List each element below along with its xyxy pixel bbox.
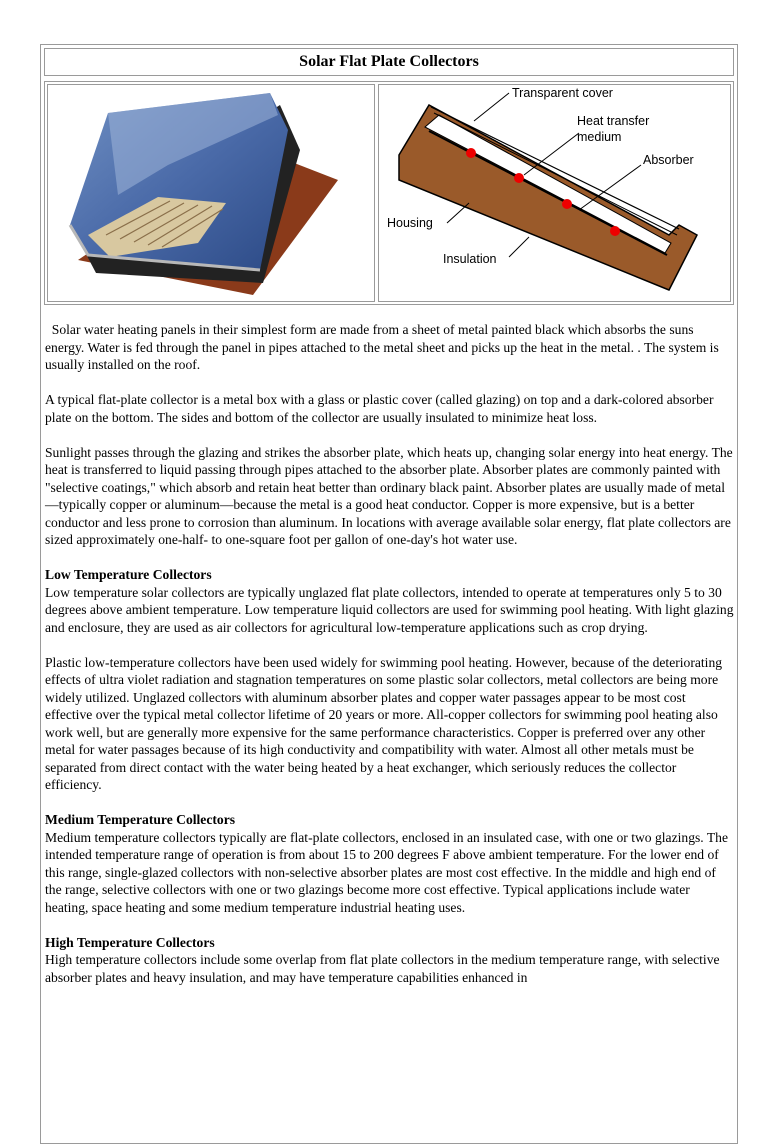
paragraph-low-temperature: Low temperature solar collectors are typically unglazed flat plate collectors, intended to operate at temperatures only 5 to 30 degrees above ambient temperature. Low temperature liquid collectors are used for swimming pool heating. With light glazing and enclosure, they are used as air collectors for agricultural low-temperature applications such as crop drying. [45,584,734,635]
page-title: Solar Flat Plate Collectors [44,48,734,76]
paragraph-plastic: Plastic low-temperature collectors have been used widely for swimming pool heating. However, because of the deteriorating effects of ultra violet radiation and stagnation temperatures on some plastic solar collectors, metal collectors are being more widely utilized. Unglazed collectors with aluminum absorber plates and copper water passages appear to be most cost effective over the typical metal collector lifetime of 20 years or more. All-copper collectors for swimming pool heating also work well, but are generally more expensive for the same performance characteristics. Copper is preferred over any other metal for water passages because of its high conductivity and compatibility with water. Almost all other metals must be separated from direct contact with the water being heated by a heat exchanger, which seriously reduces the collector efficiency. [45,654,723,792]
label-transparent-cover: Transparent cover [512,86,613,100]
fluid-tube-4 [610,226,620,236]
article-body [45,321,735,1004]
paragraph-high-temperature: High temperature collectors include some overlap from flat plate collectors in the medium temperature range, with selective absorber plates and heavy insulation, and may have temperature capabilities enhanced in [45,952,720,985]
paragraph-definition: A typical flat-plate collector is a metal box with a glass or plastic cover (called glazing) on top and a dark-colored absorber plate on the bottom. The sides and bottom of the collector are usually insulated to minimize heat loss. [45,392,714,425]
collector-panel-illustration [48,85,374,301]
fluid-tube-3 [562,199,572,209]
paragraph-mechanism: Sunlight passes through the glazing and strikes the absorber plate, which heats up, changing solar energy into heat energy. The heat is transferred to liquid passing through pipes attached to the absorber plate. Absorber plates are commonly painted with "selective coatings," which absorb and retain heat better than ordinary black paint. Absorber plates are usually made of metal—typically copper or aluminum—because the metal is a good heat conductor. Copper is more expensive, but is a better conductor and less prone to corrosion than aluminum. In locations with average available solar energy, flat plate collectors are sized approximately one-half- to one-square foot per gallon of one-day's hot water use. [45,444,733,547]
heading-low-temperature: Low Temperature Collectors [45,567,212,582]
label-heat-transfer: Heat transfer [577,114,650,128]
collector-cross-section [379,85,730,301]
fluid-tube-2 [514,173,524,183]
label-absorber: Absorber [643,153,694,167]
heading-high-temperature: High Temperature Collectors [45,934,215,950]
heading-medium-temperature: Medium Temperature Collectors [45,812,236,827]
collector-photo [47,84,375,302]
label-insulation: Insulation [443,252,497,266]
paragraph-intro [45,321,735,374]
section-medium [45,811,735,916]
label-housing: Housing [387,216,433,230]
label-heat-transfer-medium: medium [577,130,622,144]
image-row [44,81,734,305]
section-high [45,934,735,987]
fluid-tube-1 [466,148,476,158]
section-low [45,566,735,636]
cross-section-diagram [378,84,731,302]
paragraph-intro-text: Solar water heating panels in their simplest form are made from a sheet of metal painted black which absorbs the suns energy. Water is fed through the panel in pipes attached to the metal sheet and picks up the heat in the metal. . The system is usually installed on the roof. [45,322,719,372]
paragraph-medium-temperature: Medium temperature collectors typically are flat-plate collectors, enclosed in an insulated case, with one or two glazings. The intended temperature range of operation is from about 15 to 200 degrees F above ambient temperature. For the lower end of this range, single-glazed collectors with non-selective absorber plates are most cost effective. In the middle and high end of the range, selective collectors with one or two glazings become more cost effective. Typical applications include water heating, space heating and some medium temperature industrial heating uses. [45,829,728,915]
